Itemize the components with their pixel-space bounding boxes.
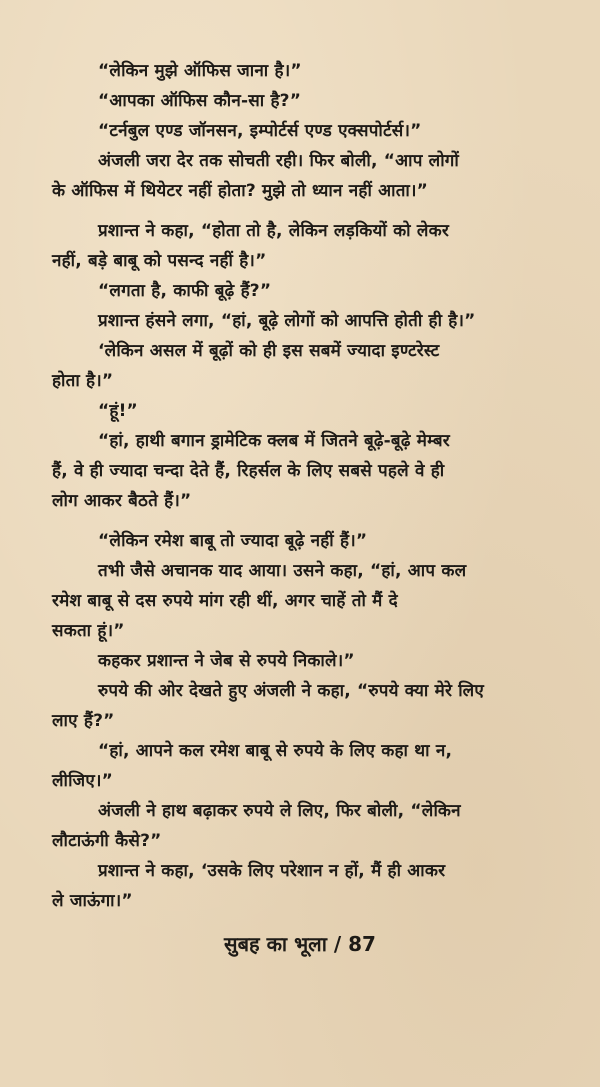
text-line: लाए हैं?”: [52, 711, 115, 731]
text-line: हैं, वे ही ज्यादा चन्दा देते हैं, रिहर्सल के लिए सबसे पहले वे ही: [52, 461, 445, 481]
text-line: रमेश बाबू से दस रुपये मांग रही थीं, अगर चाहें तो मैं दे: [52, 591, 398, 611]
text-line: “लेकिन मुझे ऑफिस जाना है।”: [98, 61, 302, 81]
text-line: प्रशान्त ने कहा, “होता तो है, लेकिन लड़कियों को लेकर: [98, 221, 450, 241]
text-line: लोग आकर बैठते हैं।”: [52, 491, 192, 511]
text-line: ले जाऊंगा।”: [52, 891, 133, 911]
text-line: “हूं!”: [98, 401, 138, 421]
text-line: अंजली ने हाथ बढ़ाकर रुपये ले लिए, फिर बोली, “लेकिन: [98, 801, 461, 821]
text-line: “हां, हाथी बगान ड्रामेटिक क्लब में जितने बूढ़े-बूढ़े मेम्बर: [98, 431, 450, 451]
text-line: लीजिए।”: [52, 771, 113, 791]
text-line: तभी जैसे अचानक याद आया। उसने कहा, “हां, आप कल: [98, 561, 467, 581]
text-line: “लगता है, काफी बूढ़े हैं?”: [98, 281, 272, 301]
page-footer: सुबह का भूला / 87: [224, 932, 376, 956]
text-line: “लेकिन रमेश बाबू तो ज्यादा बूढ़े नहीं हैं।”: [98, 531, 368, 551]
text-line: ‘लेकिन असल में बूढ़ों को ही इस सबमें ज्यादा इण्टरेस्ट: [98, 341, 440, 361]
text-line: अंजली जरा देर तक सोचती रही। फिर बोली, “आप लोगों: [98, 151, 459, 171]
text-line: “टर्नबुल एण्ड जॉनसन, इम्पोर्टर्स एण्ड एक्सपोर्टर्स।”: [98, 121, 422, 141]
text-line: “आपका ऑफिस कौन-सा है?”: [98, 91, 302, 111]
text-line: प्रशान्त ने कहा, ‘उसके लिए परेशान न हों, मैं ही आकर: [98, 861, 446, 881]
text-line: होता है।”: [52, 371, 114, 391]
text-line: प्रशान्त हंसने लगा, “हां, बूढ़े लोगों को आपत्ति होती ही है।”: [98, 311, 476, 331]
text-line: लौटाऊंगी कैसे?”: [52, 831, 162, 851]
text-line: नहीं, बड़े बाबू को पसन्द नहीं है।”: [52, 251, 267, 271]
text-line: कहकर प्रशान्त ने जेब से रुपये निकाले।”: [98, 651, 355, 671]
text-line: रुपये की ओर देखते हुए अंजली ने कहा, “रुपये क्या मेरे लिए: [98, 681, 485, 701]
text-line: “हां, आपने कल रमेश बाबू से रुपये के लिए कहा था न,: [98, 741, 453, 761]
text-line: सकता हूं।”: [52, 621, 125, 641]
text-line: के ऑफिस में थियेटर नहीं होता? मुझे तो ध्यान नहीं आता।”: [52, 181, 429, 201]
